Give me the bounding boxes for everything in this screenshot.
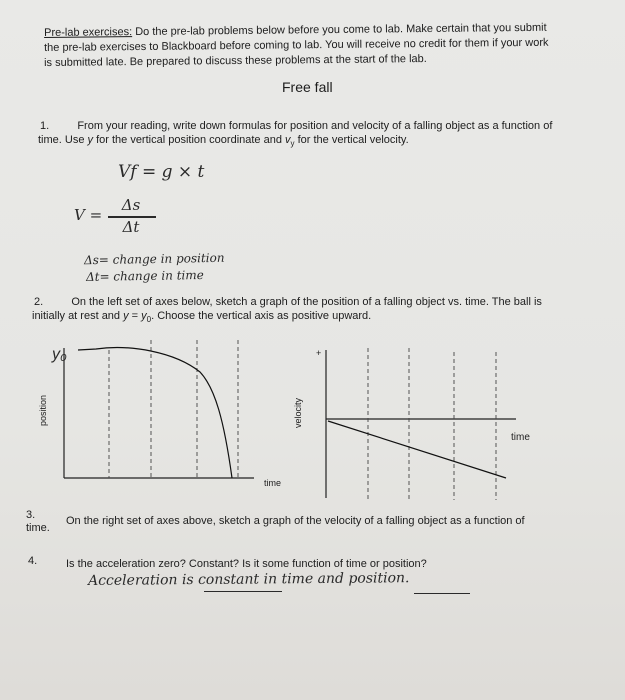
q2-text-1: On the left set of axes below, sketch a graph of the position of a falling object vs. time. The ball is [71,296,542,308]
q2-var-y0: y [141,310,147,322]
handwritten-y0-label: y₀ [52,346,67,363]
q1-var-y: y [87,134,94,146]
q4-line-1: Is the acceleration zero? Constant? Is it some function of time or position? [66,558,427,570]
q3-number: 3. [26,509,36,521]
position-graph [38,340,281,488]
q3-line-1: On the right set of axes above, sketch a graph of the velocity of a falling object as a function of [66,515,525,527]
intro-text-1: Do the pre-lab problems below before you come to lab. Make certain that you submit [135,21,547,39]
intro-label: Pre-lab exercises: [44,26,133,39]
q4-number: 4. [28,555,38,567]
velocity-sketch-line [328,421,506,478]
velocity-time-label: time [511,432,530,443]
q2-var-y0-sub: 0 [146,315,152,325]
q3-line-2: time. [26,522,50,534]
q1-text-2a: time. Use [38,134,88,146]
velocity-axis-label: velocity [293,397,303,428]
q1-text-2c: for the vertical velocity. [294,134,409,146]
answer-underline-2 [414,593,470,594]
handwritten-formula-denominator: Δt [122,218,140,236]
handwritten-note-delta-s: Δs= change in position [83,250,225,268]
answer-underline [204,591,282,592]
handwritten-formula-numerator: Δs [121,196,141,214]
q2-text-2f: . Choose the vertical axis as positive upward. [151,310,372,322]
intro-line-2: the pre-lab exercises to Blackboard before coming to lab. You will receive no credit for them if your work [44,36,549,54]
q2-var-y: y [123,310,129,322]
q2-text-2a: initially at rest and [32,310,124,322]
handwritten-formula-v-lhs: V = [74,206,103,224]
velocity-graph [293,348,530,500]
handwritten-answer-q4: Acceleration is constant in time and position. [88,570,410,589]
q1-text-2b: for the vertical position coordinate and [93,134,286,146]
position-axis-label: position [38,394,48,426]
q2-number: 2. [34,296,44,308]
q1-var-v: v [285,134,291,146]
position-sketch-curve [78,348,232,478]
q1-text-1: From your reading, write down formulas for position and velocity of a falling object as a function of [77,120,553,132]
q1-number: 1. [40,120,50,132]
q2-text-eq: = [128,310,142,322]
section-title: Free fall [282,79,333,95]
position-time-label: time [264,478,282,488]
intro-line-3: is submitted late. Be prepared to discuss these problems at the start of the lab. [44,52,427,69]
q1-var-v-sub: y [290,139,295,149]
handwritten-formula-velocity: Vf = g × t [118,162,205,182]
handwritten-note-delta-t: Δt= change in time [85,267,204,285]
velocity-plus-mark: + [316,348,322,358]
